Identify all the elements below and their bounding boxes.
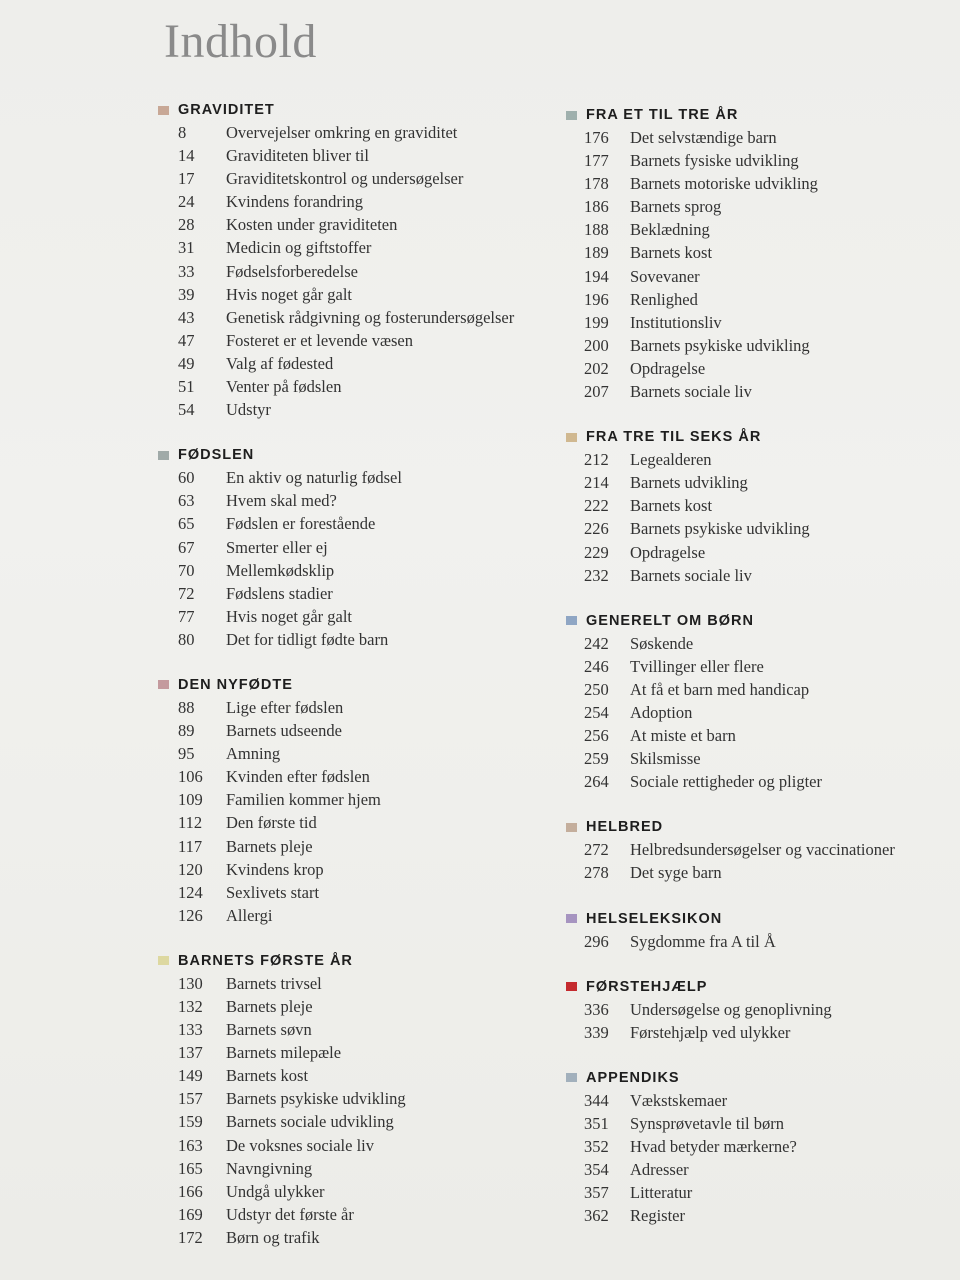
page-number: 72 [178, 583, 195, 603]
entry-title: At få et barn med handicap [630, 679, 810, 699]
section-color-marker [158, 956, 169, 965]
page-number: 14 [178, 146, 195, 166]
entry-title: Undgå ulykker [226, 1181, 325, 1201]
toc-entry[interactable] [158, 1112, 548, 1135]
toc-entry[interactable] [566, 840, 946, 863]
entry-title: Børn og trafik [226, 1227, 320, 1247]
toc-entry[interactable] [158, 123, 548, 146]
toc-entry[interactable] [158, 561, 548, 584]
entry-title: Helbredsundersøgelser og vaccinationer [630, 840, 895, 860]
toc-entry[interactable] [158, 146, 548, 169]
entry-title: Hvem skal med? [226, 491, 337, 511]
toc-entry[interactable] [158, 584, 548, 607]
page-number: 130 [178, 973, 203, 993]
toc-entry[interactable] [566, 450, 946, 473]
page-number: 49 [178, 353, 195, 373]
section-title: GRAVIDITET [178, 102, 275, 118]
entry-title: Barnets pleje [226, 997, 313, 1016]
toc-entry[interactable] [566, 128, 946, 151]
page-number: 362 [584, 1206, 609, 1226]
page-number: 28 [178, 215, 195, 235]
page-number: 106 [178, 767, 203, 787]
toc-entry[interactable] [566, 220, 946, 243]
section-color-marker [158, 451, 169, 460]
page-number: 250 [584, 679, 609, 699]
page-number: 352 [584, 1137, 609, 1156]
page-number: 88 [178, 697, 195, 717]
page-number: 89 [178, 721, 195, 741]
section-helseleksikon [566, 909, 946, 955]
toc-entry[interactable] [566, 197, 946, 220]
toc-right-column [566, 105, 946, 1229]
entry-title: Adoption [630, 702, 693, 722]
entry-title: Sexlivets start [226, 882, 320, 902]
section-appendiks [566, 1068, 946, 1230]
toc-entry[interactable] [158, 514, 548, 537]
entry-title: Barnets trivsel [226, 973, 322, 993]
section-title: DEN NYFØDTE [178, 676, 293, 693]
toc-entry[interactable] [566, 863, 946, 886]
entry-title: Hvad betyder mærkerne? [630, 1137, 797, 1156]
toc-entry[interactable] [158, 262, 548, 285]
page-number: 124 [178, 882, 203, 902]
page-number: 232 [584, 565, 609, 585]
page-number: 33 [178, 261, 195, 281]
section-color-marker [566, 914, 577, 923]
entry-title: Undersøgelse og genoplivning [630, 999, 832, 1019]
section-header [566, 909, 946, 929]
page-number: 214 [584, 473, 609, 493]
entry-title: Overvejelser omkring en graviditet [226, 123, 458, 142]
entry-title: Legealderen [630, 450, 712, 470]
toc-entry[interactable] [566, 566, 946, 589]
entry-title: Lige efter fødslen [226, 697, 344, 717]
toc-entry[interactable] [566, 772, 946, 795]
entry-title: Fødslens stadier [226, 583, 333, 603]
entry-title: De voksnes sociale liv [226, 1135, 375, 1155]
toc-entry[interactable] [158, 192, 548, 215]
entry-title: Litteratur [630, 1183, 693, 1203]
toc-entry[interactable] [158, 744, 548, 767]
toc-entry[interactable] [158, 1159, 548, 1182]
page-number: 354 [584, 1160, 609, 1180]
toc-entry[interactable] [566, 473, 946, 496]
toc-entry[interactable] [158, 400, 548, 423]
toc-entry[interactable] [158, 1043, 548, 1066]
toc-entry[interactable] [566, 543, 946, 566]
entry-title: Udstyr [226, 400, 271, 420]
page-number: 357 [584, 1183, 609, 1203]
toc-entry[interactable] [158, 767, 548, 790]
toc-entry[interactable] [566, 1137, 946, 1160]
page-number: 137 [178, 1043, 203, 1063]
toc-entry[interactable] [566, 749, 946, 772]
section-header [158, 951, 548, 971]
page-number: 112 [178, 813, 203, 833]
page-number: 278 [584, 863, 609, 883]
page-number: 51 [178, 377, 195, 397]
entry-title: Familien kommer hjem [226, 790, 381, 810]
page-number: 133 [178, 1020, 203, 1040]
entry-title: Barnets udvikling [630, 473, 748, 493]
entry-title: En aktiv og naturlig fødsel [226, 468, 402, 488]
entry-title: Opdragelse [630, 358, 706, 378]
page-number: 47 [178, 330, 195, 350]
page-number: 256 [584, 726, 609, 746]
entry-title: Fødslen er forestående [226, 514, 376, 534]
section-color-marker [566, 433, 577, 442]
section-header [566, 427, 946, 447]
page-number: 200 [584, 335, 609, 355]
page-number: 159 [178, 1112, 203, 1132]
toc-entry[interactable] [566, 267, 946, 290]
toc-entry[interactable] [158, 538, 548, 561]
page-number: 254 [584, 702, 609, 722]
toc-entry[interactable] [158, 1205, 548, 1228]
section-title: FØDSLEN [178, 447, 255, 464]
page-number: 126 [178, 905, 203, 925]
toc-entry[interactable] [158, 1228, 548, 1251]
page-number: 242 [584, 633, 609, 653]
entry-title: Valg af fødested [226, 353, 334, 373]
page-number: 172 [178, 1227, 203, 1247]
section-foedslen [158, 445, 548, 653]
page-number: 336 [584, 999, 609, 1019]
entry-title: Skilsmisse [630, 749, 701, 769]
toc-entry[interactable] [566, 313, 946, 336]
section-header [566, 817, 946, 837]
toc-entry[interactable] [566, 1206, 946, 1229]
entry-title: Barnets sociale liv [630, 565, 752, 585]
entry-title: Hvis noget går galt [226, 284, 353, 304]
toc-entry[interactable] [566, 932, 946, 955]
section-header [158, 445, 548, 465]
entry-title: Kvindens forandring [226, 192, 364, 212]
toc-entry[interactable] [158, 1136, 548, 1159]
toc-entry[interactable] [158, 813, 548, 836]
toc-entry[interactable] [158, 238, 548, 261]
section-title: HELSELEKSIKON [586, 910, 723, 927]
page-number: 207 [584, 382, 609, 402]
page-number: 351 [584, 1113, 609, 1133]
entry-title: Barnets kost [630, 496, 713, 516]
toc-entry[interactable] [566, 1023, 946, 1046]
page-number: 95 [178, 744, 195, 764]
page-number: 120 [178, 859, 203, 879]
toc-entry[interactable] [158, 607, 548, 630]
entry-title: Barnets sociale liv [630, 382, 752, 402]
page-number: 212 [584, 450, 609, 470]
page-number: 67 [178, 537, 195, 557]
page-number: 169 [178, 1204, 203, 1224]
entry-title: Amning [226, 744, 281, 764]
section-title: HELBRED [586, 819, 664, 836]
section-color-marker [566, 111, 577, 120]
section-color-marker [158, 106, 169, 115]
entry-title: Allergi [226, 905, 273, 925]
section-generelt-om-boern [566, 611, 946, 796]
entry-title: Det for tidligt fødte barn [226, 629, 389, 649]
entry-title: Sovevaner [630, 266, 700, 286]
toc-entry[interactable] [158, 1066, 548, 1089]
page-number: 8 [178, 123, 187, 142]
entry-title: Venter på fødslen [226, 377, 342, 397]
section-foerstehjaelp [566, 977, 946, 1046]
entry-title: Barnets kost [630, 243, 713, 263]
entry-title: Barnets sprog [630, 197, 722, 217]
section-helbred [566, 817, 946, 886]
entry-title: Synsprøvetavle til børn [630, 1113, 784, 1133]
toc-entry[interactable] [566, 382, 946, 405]
entry-title: Det syge barn [630, 863, 722, 883]
toc-entry[interactable] [566, 243, 946, 266]
page-number: 70 [178, 560, 195, 580]
page-number: 163 [178, 1135, 203, 1155]
toc-entry[interactable] [566, 634, 946, 657]
toc-entry[interactable] [566, 496, 946, 519]
toc-entry[interactable] [158, 331, 548, 354]
entry-title: Barnets psykiske udvikling [630, 335, 810, 355]
section-barnets-foerste-aar [158, 951, 548, 1251]
page-number: 188 [584, 220, 609, 240]
toc-entry[interactable] [158, 377, 548, 400]
toc-entry[interactable] [158, 974, 548, 997]
entry-title: Søskende [630, 633, 694, 653]
page-number: 339 [584, 1022, 609, 1042]
toc-entry[interactable] [566, 336, 946, 359]
toc-entry[interactable] [158, 837, 548, 860]
entry-title: Tvillinger eller flere [630, 656, 764, 676]
entry-title: Barnets motoriske udvikling [630, 174, 818, 194]
toc-entry[interactable] [158, 169, 548, 192]
entry-title: Barnets pleje [226, 836, 313, 856]
section-color-marker [566, 823, 577, 832]
toc-entry[interactable] [566, 657, 946, 680]
entry-title: Barnets psykiske udvikling [226, 1089, 406, 1109]
entry-title: Opdragelse [630, 542, 706, 562]
entry-title: Kosten under graviditeten [226, 215, 398, 235]
toc-entry[interactable] [158, 491, 548, 514]
toc-entry[interactable] [158, 698, 548, 721]
section-title: APPENDIKS [586, 1069, 680, 1086]
section-title: FØRSTEHJÆLP [586, 978, 708, 995]
toc-entry[interactable] [158, 1089, 548, 1112]
page-number: 344 [584, 1090, 609, 1110]
entry-title: Mellemkødsklip [226, 560, 335, 580]
entry-title: Førstehjælp ved ulykker [630, 1022, 791, 1042]
entry-title: Den første tid [226, 813, 317, 833]
page-number: 165 [178, 1158, 203, 1178]
toc-entry[interactable] [566, 1000, 946, 1023]
page-number: 202 [584, 358, 609, 378]
page-number: 296 [584, 931, 609, 951]
page-number: 54 [178, 400, 195, 420]
toc-entry[interactable] [566, 1160, 946, 1183]
toc-entry[interactable] [566, 151, 946, 174]
page-number: 176 [584, 128, 609, 147]
entry-title: Navngivning [226, 1158, 313, 1178]
entry-title: Institutionsliv [630, 312, 722, 332]
entry-title: Kvindens krop [226, 859, 324, 879]
page-number: 272 [584, 840, 609, 860]
toc-entry[interactable] [566, 1183, 946, 1206]
entry-title: At miste et barn [630, 726, 736, 746]
page-number: 65 [178, 514, 195, 534]
entry-title: Hvis noget går galt [226, 606, 353, 626]
toc-entry[interactable] [566, 680, 946, 703]
page-number: 80 [178, 629, 195, 649]
section-fra-et-til-tre-aar [566, 105, 946, 405]
toc-entry[interactable] [566, 290, 946, 313]
section-fra-tre-til-seks-aar [566, 427, 946, 589]
page-number: 199 [584, 312, 609, 332]
page-number: 229 [584, 542, 609, 562]
entry-title: Medicin og giftstoffer [226, 238, 372, 258]
section-header [158, 100, 548, 120]
page-number: 132 [178, 997, 203, 1016]
toc-entry[interactable] [158, 1020, 548, 1043]
entry-title: Udstyr det første år [226, 1204, 354, 1224]
entry-title: Barnets fysiske udvikling [630, 151, 799, 171]
page-number: 189 [584, 243, 609, 263]
entry-title: Beklædning [630, 220, 710, 240]
entry-title: Barnets kost [226, 1066, 309, 1086]
section-color-marker [566, 982, 577, 991]
toc-entry[interactable] [566, 519, 946, 542]
toc-entry[interactable] [158, 1182, 548, 1205]
toc-entry[interactable] [566, 174, 946, 197]
entry-title: Fødselsforberedelse [226, 261, 358, 281]
entry-title: Sygdomme fra A til Å [630, 931, 776, 951]
entry-title: Renlighed [630, 289, 698, 309]
page-number: 246 [584, 656, 609, 676]
toc-entry[interactable] [566, 1091, 946, 1114]
entry-title: Smerter eller ej [226, 537, 328, 557]
page-number: 186 [584, 197, 609, 217]
section-color-marker [158, 680, 169, 689]
toc-entry[interactable] [158, 215, 548, 238]
page-number: 109 [178, 790, 203, 810]
page-number: 226 [584, 519, 609, 539]
section-graviditet [158, 100, 548, 423]
toc-entry[interactable] [158, 354, 548, 377]
entry-title: Fosteret er et levende væsen [226, 330, 413, 350]
toc-entry[interactable] [158, 790, 548, 813]
page-number: 177 [584, 151, 609, 171]
entry-title: Barnets milepæle [226, 1043, 342, 1063]
section-den-nyfoedte [158, 675, 548, 929]
entry-title: Det selvstændige barn [630, 128, 777, 147]
toc-entry[interactable] [158, 860, 548, 883]
section-header [566, 611, 946, 631]
section-color-marker [566, 1073, 577, 1082]
toc-entry[interactable] [158, 721, 548, 744]
page-number: 31 [178, 238, 195, 258]
toc-entry[interactable] [158, 906, 548, 929]
entry-title: Graviditeten bliver til [226, 146, 369, 166]
section-title: GENERELT OM BØRN [586, 612, 754, 629]
entry-title: Register [630, 1206, 685, 1226]
page-number: 166 [178, 1181, 203, 1201]
entry-title: Sociale rettigheder og pligter [630, 772, 822, 792]
entry-title: Barnets søvn [226, 1020, 312, 1040]
page-number: 222 [584, 496, 609, 516]
page-title: Indhold [164, 15, 317, 68]
page-number: 264 [584, 772, 609, 792]
entry-title: Barnets udseende [226, 721, 342, 741]
section-title: FRA ET TIL TRE ÅR [586, 107, 739, 123]
entry-title: Kvinden efter fødslen [226, 767, 370, 787]
page-number: 149 [178, 1066, 203, 1086]
section-header [566, 1068, 946, 1088]
page-number: 43 [178, 307, 195, 327]
toc-entry[interactable] [566, 703, 946, 726]
entry-title: Graviditetskontrol og undersøgelser [226, 169, 464, 189]
toc-entry[interactable] [158, 468, 548, 491]
page-number: 157 [178, 1089, 203, 1109]
section-color-marker [566, 616, 577, 625]
toc-left-column [158, 100, 548, 1251]
toc-entry[interactable] [158, 630, 548, 653]
toc-entry[interactable] [158, 308, 548, 331]
entry-title: Genetisk rådgivning og fosterundersøgelser [226, 307, 515, 327]
section-header [566, 105, 946, 125]
entry-title: Barnets sociale udvikling [226, 1112, 394, 1132]
page-number: 60 [178, 468, 195, 488]
toc-entry[interactable] [158, 997, 548, 1020]
entry-title: Barnets psykiske udvikling [630, 519, 810, 539]
toc-entry[interactable] [158, 883, 548, 906]
page-number: 63 [178, 491, 195, 511]
page-number: 77 [178, 606, 195, 626]
toc-entry[interactable] [566, 726, 946, 749]
entry-title: Adresser [630, 1160, 689, 1180]
section-header [566, 977, 946, 997]
page-number: 196 [584, 289, 609, 309]
page-number: 24 [178, 192, 195, 212]
entry-title: Vækstskemaer [630, 1090, 728, 1110]
page-number: 178 [584, 174, 609, 194]
page-number: 194 [584, 266, 609, 286]
page-number: 117 [178, 836, 203, 856]
section-header [158, 675, 548, 695]
toc-entry[interactable] [566, 359, 946, 382]
section-title: FRA TRE TIL SEKS ÅR [586, 429, 762, 446]
toc-entry[interactable] [566, 1114, 946, 1137]
page-number: 259 [584, 749, 609, 769]
page-number: 39 [178, 284, 195, 304]
section-title: BARNETS FØRSTE ÅR [178, 952, 353, 969]
page-number: 17 [178, 169, 195, 189]
toc-entry[interactable] [158, 285, 548, 308]
